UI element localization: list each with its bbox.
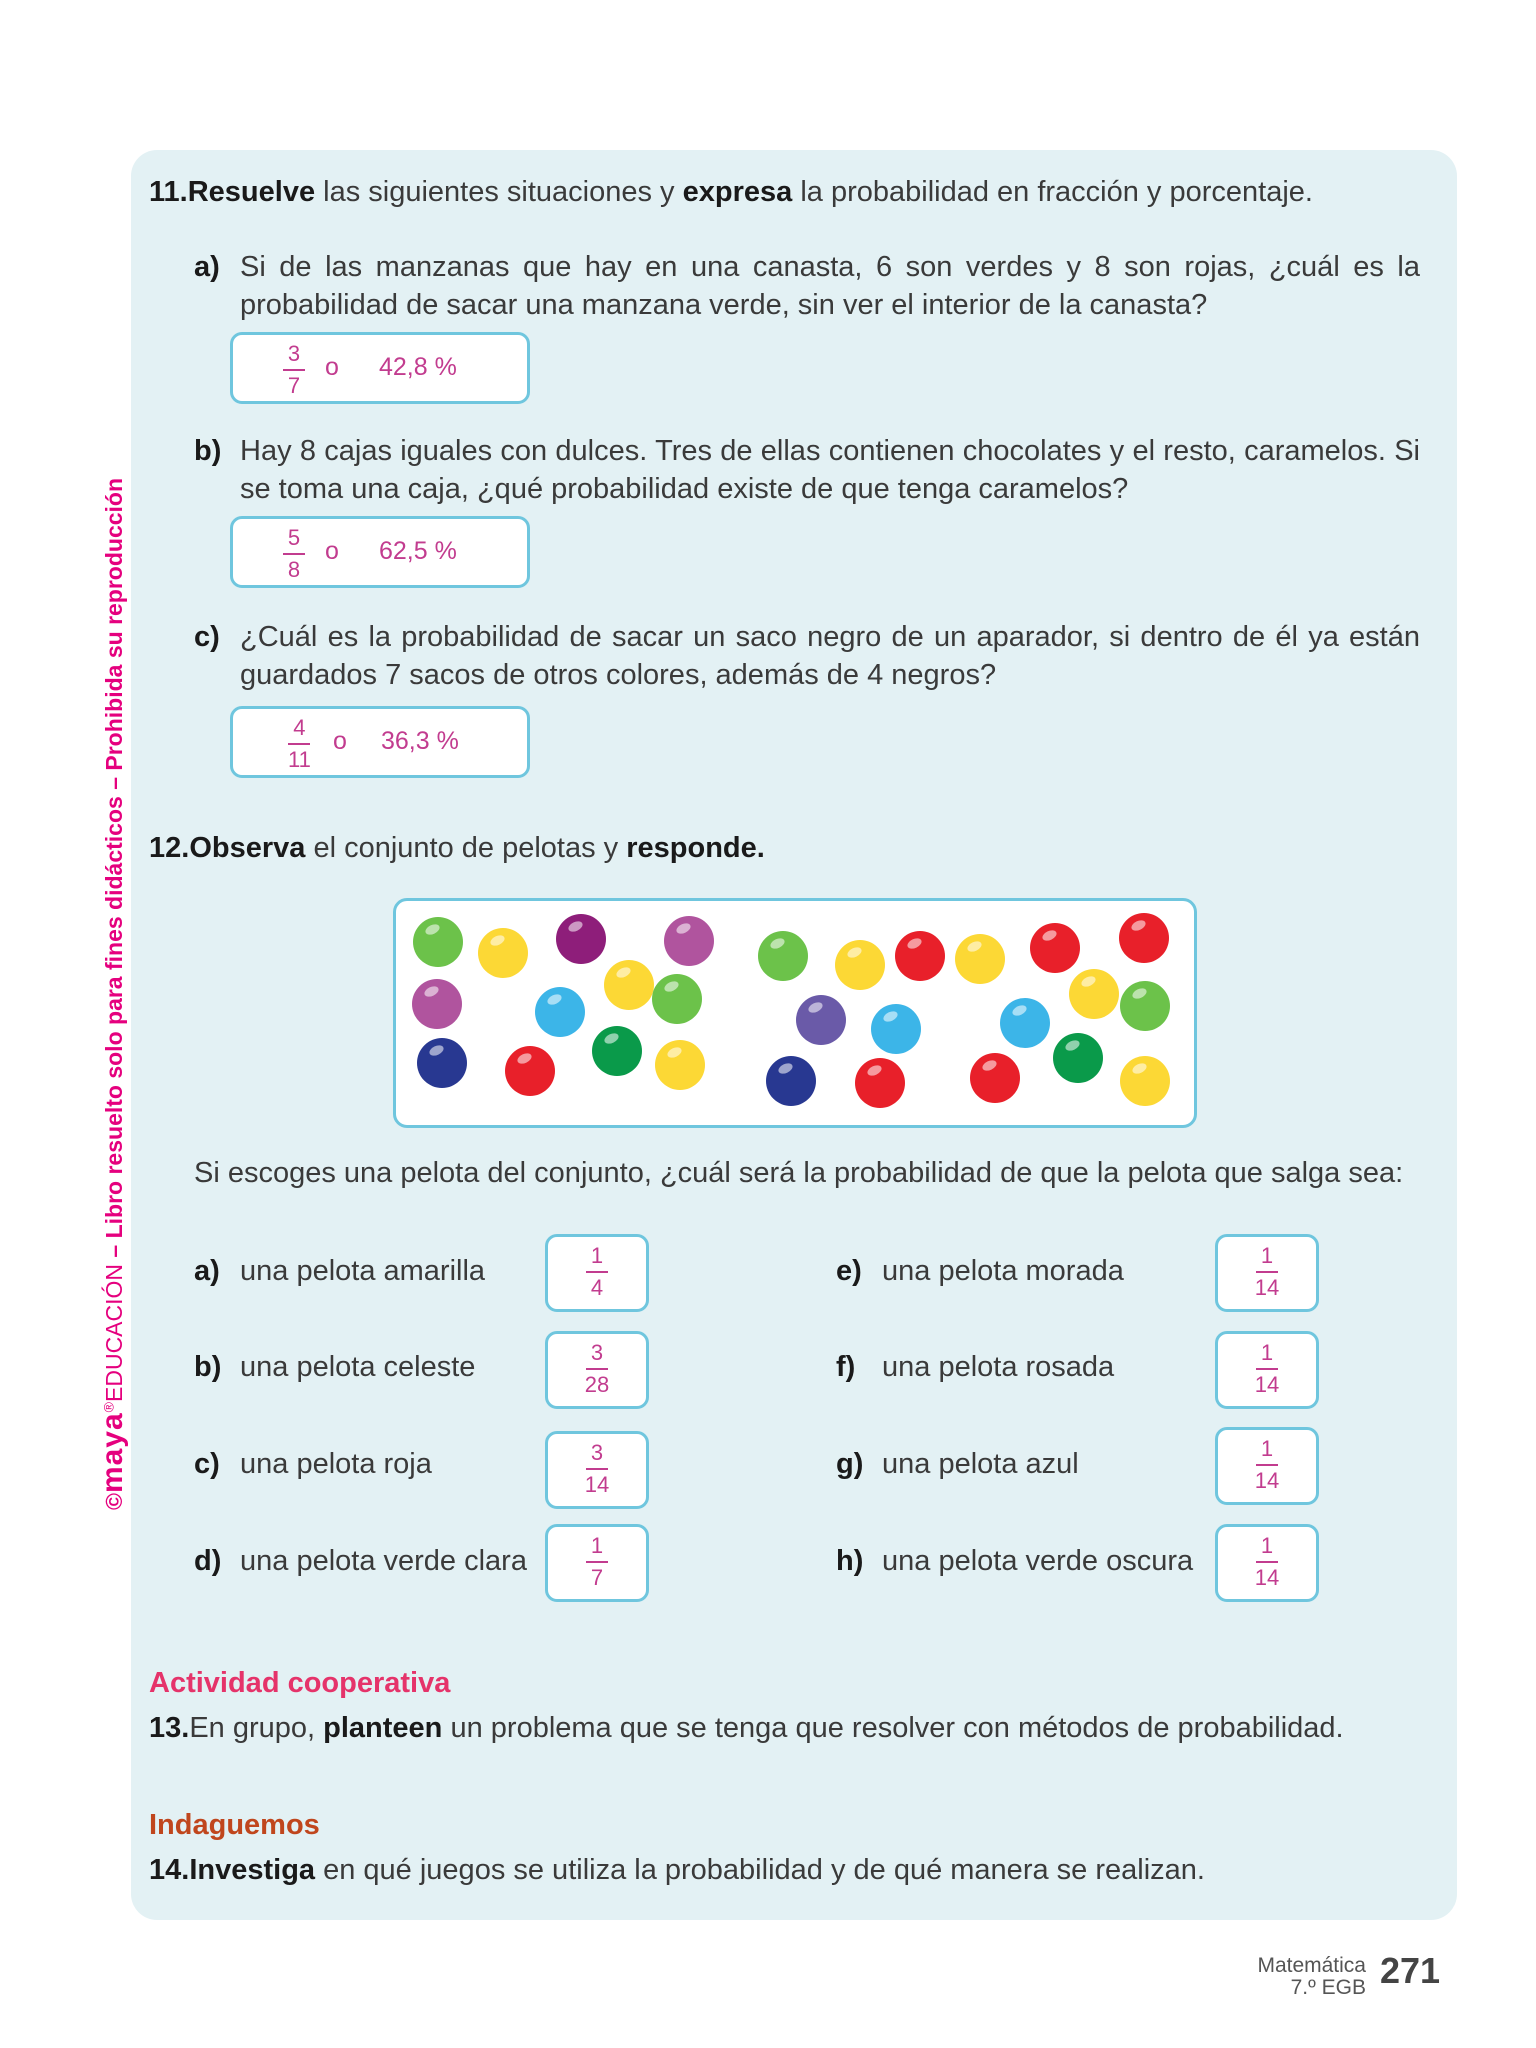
q12-verb2: responde. [626, 832, 765, 864]
notice-text: – Libro resuelto solo para fines didácticos – Prohibida su reproducción [101, 477, 127, 1264]
ball-red [1119, 913, 1169, 963]
footer-subject [1257, 1955, 1366, 1999]
q12-answer-d [545, 1524, 649, 1602]
fraction-bar [283, 553, 305, 555]
inda-heading: Indaguemos [149, 1809, 320, 1841]
item-label: d) [194, 1545, 222, 1577]
q11-answer-b [230, 516, 530, 588]
item-label: g) [836, 1448, 864, 1480]
item-text: una pelota verde clara [240, 1545, 527, 1577]
q12-item-f [836, 1351, 1114, 1384]
item-text: ¿Cuál es la probabilidad de sacar un saco negro de un aparador, si dentro de él ya están guardados 7 sacos de otros colores, además de 4 negros? [240, 621, 1420, 691]
answer-fraction [283, 342, 305, 398]
q11-verb2: expresa [682, 176, 793, 208]
or-text: o [333, 727, 347, 755]
denominator: 14 [1254, 1371, 1280, 1397]
answer-fraction [1218, 1534, 1316, 1590]
grade-label: 7.º EGB [1290, 1976, 1366, 1999]
numerator: 1 [1260, 1340, 1274, 1365]
denominator: 14 [584, 1471, 610, 1497]
item-label: h) [836, 1545, 864, 1577]
q12-item-g [836, 1448, 1079, 1481]
fraction-bar [586, 1468, 608, 1470]
fraction-bar [586, 1561, 608, 1563]
or-text: o [325, 537, 339, 565]
item-text: una pelota rosada [882, 1351, 1115, 1383]
q12-verb1: Observa [189, 832, 306, 864]
denominator: 8 [287, 556, 301, 582]
ball-green-light [413, 917, 463, 967]
ball-green-light [652, 974, 702, 1024]
ball-yellow [604, 960, 654, 1010]
q12-item-a [194, 1255, 485, 1288]
denominator: 28 [584, 1371, 610, 1397]
q12-answer-f [1215, 1331, 1319, 1409]
ball-red [505, 1046, 555, 1096]
item-text: Si de las manzanas que hay en una canasta, 6 son verdes y 8 son rojas, ¿cuál es la probabilidad de sacar una manzana verde, sin ver el interior de la canasta? [240, 251, 1420, 321]
q13-verb: planteen [323, 1712, 443, 1744]
denominator: 7 [287, 372, 301, 398]
q14-text1: en qué juegos se utiliza la probabilidad y de qué manera se realizan. [315, 1854, 1205, 1886]
fraction-bar [1256, 1368, 1278, 1370]
q11-number: 11. [149, 176, 188, 208]
item-label: b) [194, 1351, 222, 1383]
ball-red [1030, 923, 1080, 973]
item-label: c) [194, 621, 220, 653]
q12-item-d [194, 1545, 527, 1578]
ball-yellow [655, 1040, 705, 1090]
subject-name: Matemática [1257, 1954, 1366, 1977]
fraction-bar [586, 1271, 608, 1273]
item-label: b) [194, 435, 222, 467]
fraction-bar [288, 743, 310, 745]
numerator: 3 [590, 1340, 604, 1365]
ball-yellow [1069, 969, 1119, 1019]
q12-item-b [194, 1351, 475, 1384]
answer-percent: 42,8 % [379, 353, 457, 381]
education-label: EDUCACIÓN [101, 1263, 127, 1402]
ball-red [970, 1053, 1020, 1103]
denominator: 14 [1254, 1274, 1280, 1300]
answer-fraction [548, 1441, 646, 1497]
q14-number: 14. [149, 1854, 190, 1886]
q12-item-h [836, 1545, 1193, 1578]
q12-heading [149, 832, 765, 865]
q12-answer-h [1215, 1524, 1319, 1602]
answer-fraction [548, 1244, 646, 1300]
fraction-bar [1256, 1464, 1278, 1466]
q11-verb1: Resuelve [187, 176, 316, 208]
q11-answer-a [230, 332, 530, 404]
ball-violet [796, 995, 846, 1045]
ball-green-light [758, 931, 808, 981]
fraction-bar [586, 1368, 608, 1370]
q11-item-a [194, 248, 1420, 324]
ball-yellow [1120, 1056, 1170, 1106]
item-text: una pelota morada [882, 1255, 1124, 1287]
q14-text [149, 1854, 1205, 1887]
item-label: f) [836, 1351, 856, 1383]
copyright-notice [96, 478, 130, 1510]
item-label: c) [194, 1448, 220, 1480]
answer-fraction [283, 526, 305, 582]
item-text: Hay 8 cajas iguales con dulces. Tres de ellas contienen chocolates y el resto, caramelos. Si se toma una caja, ¿qué probabilidad existe de que tenga caramelos? [240, 435, 1420, 505]
q11-item-c [194, 618, 1420, 694]
fraction-bar [283, 369, 305, 371]
numerator: 3 [287, 341, 301, 366]
q12-answer-e [1215, 1234, 1319, 1312]
item-label: a) [194, 1255, 220, 1287]
item-text: una pelota verde oscura [882, 1545, 1194, 1577]
ball-red [855, 1058, 905, 1108]
item-text: una pelota amarilla [240, 1255, 486, 1287]
answer-fraction [288, 716, 311, 772]
q11-text2: la probabilidad en fracción y porcentaje. [792, 176, 1313, 208]
fraction-bar [1256, 1271, 1278, 1273]
denominator: 7 [590, 1564, 604, 1590]
answer-fraction [1218, 1341, 1316, 1397]
denominator: 14 [1254, 1467, 1280, 1493]
ball-yellow [955, 934, 1005, 984]
ball-cyan [1000, 998, 1050, 1048]
q11-item-b [194, 432, 1420, 508]
answer-fraction [1218, 1244, 1316, 1300]
ball-red [895, 931, 945, 981]
ball-green-light [1120, 981, 1170, 1031]
q11-text1: las siguientes situaciones y [315, 176, 683, 208]
ball-pink [412, 979, 462, 1029]
balls-set [393, 898, 1197, 1128]
answer-percent: 36,3 % [381, 727, 459, 755]
answer-fraction [548, 1534, 646, 1590]
q12-answer-a [545, 1234, 649, 1312]
q12-prompt: Si escoges una pelota del conjunto, ¿cuál será la probabilidad de que la pelota que salga sea: [194, 1157, 1404, 1189]
q12-item-e [836, 1255, 1124, 1288]
numerator: 1 [1260, 1533, 1274, 1558]
ball-green-dark [592, 1026, 642, 1076]
copyright-symbol: © [101, 1493, 127, 1510]
numerator: 1 [1260, 1436, 1274, 1461]
ball-purple [556, 914, 606, 964]
ball-navy [417, 1038, 467, 1088]
denominator: 11 [288, 746, 311, 772]
answer-fraction [1218, 1437, 1316, 1493]
item-label: a) [194, 251, 220, 283]
denominator: 4 [590, 1274, 604, 1300]
item-text: una pelota celeste [240, 1351, 476, 1383]
ball-green-dark [1053, 1033, 1103, 1083]
q12-answer-b [545, 1331, 649, 1409]
registered-mark: ® [100, 1401, 117, 1413]
q12-text1: el conjunto de pelotas y [305, 832, 627, 864]
coop-heading: Actividad cooperativa [149, 1667, 451, 1699]
q13-number: 13. [149, 1712, 190, 1744]
q12-answer-g [1215, 1427, 1319, 1505]
q11-heading [149, 176, 1313, 209]
q13-text [149, 1712, 1344, 1745]
ball-navy [766, 1056, 816, 1106]
numerator: 1 [1260, 1243, 1274, 1268]
item-label: e) [836, 1255, 862, 1287]
or-text: o [325, 353, 339, 381]
item-text: una pelota roja [240, 1448, 432, 1480]
q11-answer-c [230, 706, 530, 778]
numerator: 4 [293, 715, 306, 740]
numerator: 1 [590, 1243, 604, 1268]
q12-number: 12. [149, 832, 190, 864]
numerator: 1 [590, 1533, 604, 1558]
q13-text2: un problema que se tenga que resolver con métodos de probabilidad. [442, 1712, 1344, 1744]
denominator: 14 [1254, 1564, 1280, 1590]
ball-yellow [478, 928, 528, 978]
q13-text1: En grupo, [189, 1712, 324, 1744]
q14-verb: Investiga [189, 1854, 316, 1886]
fraction-bar [1256, 1561, 1278, 1563]
ball-pink [664, 916, 714, 966]
maya-logo: maya [96, 1412, 129, 1494]
ball-cyan [871, 1004, 921, 1054]
numerator: 3 [590, 1440, 604, 1465]
page-number: 271 [1380, 1950, 1441, 1991]
ball-cyan [535, 987, 585, 1037]
ball-yellow [835, 940, 885, 990]
answer-percent: 62,5 % [379, 537, 457, 565]
q12-answer-c [545, 1431, 649, 1509]
answer-fraction [548, 1341, 646, 1397]
item-text: una pelota azul [882, 1448, 1079, 1480]
numerator: 5 [287, 525, 301, 550]
q12-item-c [194, 1448, 432, 1481]
